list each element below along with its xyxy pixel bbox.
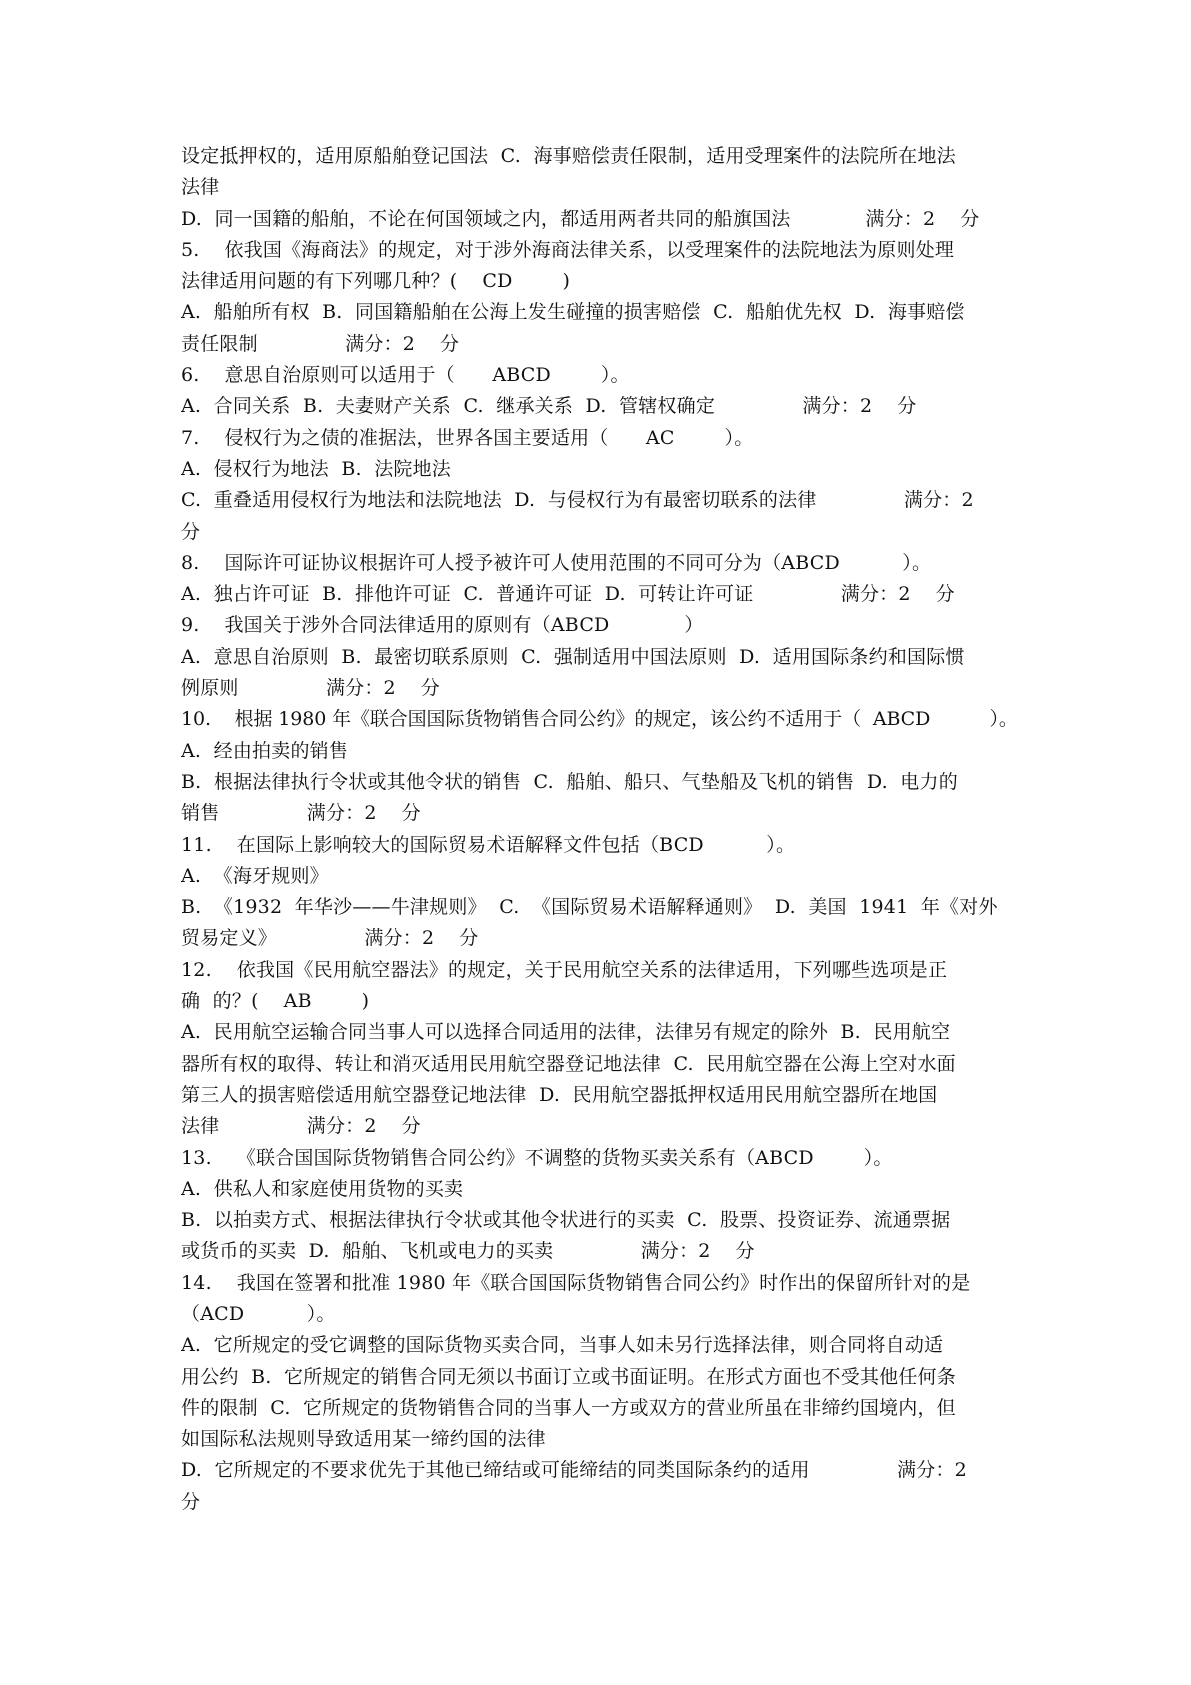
text-line: B. 《1932 年华沙——牛津规则》 C. 《国际贸易术语解释通则》 D. 美国 1941 年《对外 [181, 896, 998, 919]
text-line: A. 船舶所有权 B. 同国籍船舶在公海上发生碰撞的损害赔偿 C. 船舶优先权 D. 海事赔偿 [181, 301, 965, 324]
text-line: B. 以拍卖方式、根据法律执行令状或其他令状进行的买卖 C. 股票、投资证券、流通票据 [181, 1209, 951, 1232]
text-line: 11. 在国际上影响较大的国际贸易术语解释文件包括（BCD ）。 [181, 833, 796, 856]
text-line: 13. 《联合国国际货物销售合同公约》不调整的货物买卖关系有（ABCD ）。 [181, 1146, 893, 1169]
text-line: 7. 侵权行为之债的准据法，世界各国主要适用（ AC ）。 [181, 426, 754, 449]
text-line: 10. 根据 1980 年《联合国国际货物销售合同公约》的规定，该公约不适用于（ ABCD ）。 [181, 708, 1018, 731]
text-line: 6. 意思自治原则可以适用于（ ABCD ）。 [181, 364, 630, 387]
text-line: 例原则 满分：2 分 [181, 677, 441, 700]
text-line: （ACD ）。 [181, 1302, 336, 1325]
text-line: 确 的？( AB ) [181, 990, 370, 1013]
text-line: A. 侵权行为地法 B. 法院地法 [181, 457, 452, 480]
text-line: A. 供私人和家庭使用货物的买卖 [181, 1177, 464, 1200]
text-line: 设定抵押权的，适用原船舶登记国法 C. 海事赔偿责任限制，适用受理案件的法院所在地法 [181, 145, 956, 167]
text-line: 或货币的买卖 D. 船舶、飞机或电力的买卖 满分：2 分 [181, 1240, 755, 1263]
document-body [181, 141, 1021, 1518]
text-line: A. 独占许可证 B. 排他许可证 C. 普通许可证 D. 可转让许可证 满分：2 分 [181, 583, 955, 606]
text-line: D. 它所规定的不要求优先于其他已缔结或可能缔结的同类国际条约的适用 满分：2 [181, 1459, 967, 1482]
text-line: 法律 满分：2 分 [181, 1115, 421, 1138]
text-line: D. 同一国籍的船舶，不论在何国领域之内，都适用两者共同的船旗国法 满分：2 分 [181, 207, 980, 230]
text-line: 用公约 B. 它所规定的销售合同无须以书面订立或书面证明。在形式方面也不受其他任何条 [181, 1365, 956, 1388]
text-line: 如国际私法规则导致适用某一缔约国的法律 [181, 1428, 546, 1451]
text-line: C. 重叠适用侵权行为地法和法院地法 D. 与侵权行为有最密切联系的法律 满分：2 [181, 489, 974, 512]
text-line: A. 民用航空运输合同当事人可以选择合同适用的法律，法律另有规定的除外 B. 民用航空 [181, 1021, 951, 1044]
text-line: 12. 依我国《民用航空器法》的规定，关于民用航空关系的法律适用，下列哪些选项是正 [181, 958, 948, 981]
text-line: 法律适用问题的有下列哪几种？( CD ) [181, 270, 571, 293]
text-line: 分 [181, 520, 201, 543]
text-line: 件的限制 C. 它所规定的货物销售合同的当事人一方或双方的营业所虽在非缔约国境内，但 [181, 1396, 956, 1419]
text-line: 分 [181, 1490, 201, 1513]
text-line: 器所有权的取得、转让和消灭适用民用航空器登记地法律 C. 民用航空器在公海上空对水面 [181, 1052, 956, 1075]
text-line: A. 经由拍卖的销售 [181, 739, 349, 762]
text-line: A. 《海牙规则》 [181, 864, 329, 887]
text-line: 贸易定义》 满分：2 分 [181, 927, 479, 950]
text-line: 8. 国际许可证协议根据许可人授予被许可人使用范围的不同可分为（ABCD ）。 [181, 551, 932, 574]
text-line: 14. 我国在签署和批准 1980 年《联合国国际货物销售合同公约》时作出的保留所针对的是 [181, 1271, 971, 1294]
text-line: 销售 满分：2 分 [181, 802, 421, 825]
text-line: A. 合同关系 B. 夫妻财产关系 C. 继承关系 D. 管辖权确定 满分：2 分 [181, 395, 917, 418]
text-line: 第三人的损害赔偿适用航空器登记地法律 D. 民用航空器抵押权适用民用航空器所在地国 [181, 1083, 938, 1106]
text-line: 责任限制 满分：2 分 [181, 332, 460, 355]
text-line: A. 意思自治原则 B. 最密切联系原则 C. 强制适用中国法原则 D. 适用国际条约和国际惯 [181, 645, 965, 668]
text-line: 法律 [181, 176, 220, 199]
text-line: 9. 我国关于涉外合同法律适用的原则有（ABCD ） [181, 614, 704, 637]
text-line: A. 它所规定的受它调整的国际货物买卖合同，当事人如未另行选择法律，则合同将自动适 [181, 1334, 944, 1357]
text-line: 5. 依我国《海商法》的规定，对于涉外海商法律关系，以受理案件的法院地法为原则处理 [181, 238, 955, 261]
text-line: B. 根据法律执行令状或其他令状的销售 C. 船舶、船只、气垫船及飞机的销售 D. 电力的 [181, 770, 958, 793]
